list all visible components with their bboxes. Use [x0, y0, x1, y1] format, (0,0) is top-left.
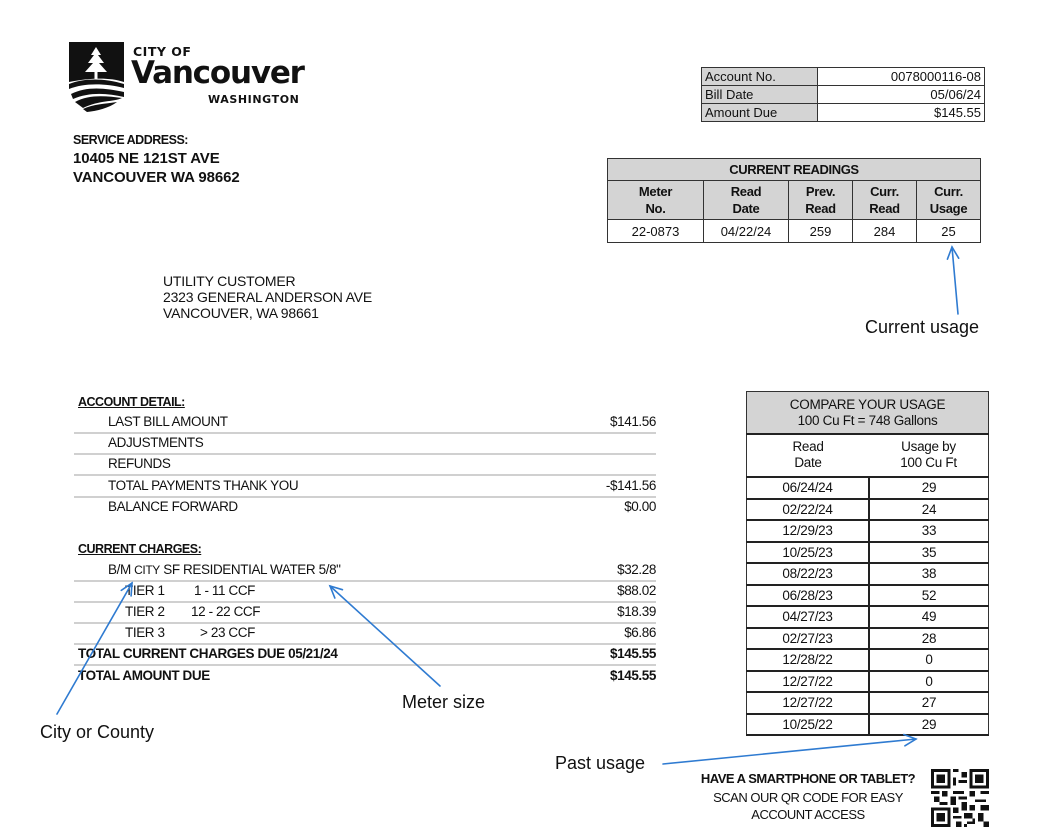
- annotation-meter-size: Meter size: [402, 692, 486, 712]
- usage-read-date: 10/25/23: [747, 542, 870, 564]
- usage-value: 35: [869, 542, 989, 564]
- usage-history-row: [747, 542, 989, 564]
- compare-usage-table: [746, 391, 989, 736]
- tier-amount: $18.39: [617, 604, 656, 619]
- bill-date-value: 05/06/24: [818, 86, 985, 104]
- row-amount: $141.56: [610, 414, 656, 429]
- tier-name: TIER 2: [125, 604, 165, 619]
- usage-history-row: [747, 477, 989, 499]
- tier-amount: $6.86: [624, 625, 656, 640]
- account-detail-row: [74, 432, 656, 455]
- row-label: LAST BILL AMOUNT: [108, 414, 228, 429]
- account-detail-row: [74, 475, 656, 498]
- usage-read-date: 12/27/22: [747, 692, 870, 714]
- annotation-city-or-county: City or County: [40, 722, 155, 742]
- header-curr-usage: Curr. Usage: [917, 181, 981, 220]
- row-amount: -$141.56: [605, 478, 656, 493]
- service-amount: $32.28: [617, 562, 656, 577]
- account-detail-row: [74, 496, 656, 517]
- arrow-current-usage: [947, 247, 958, 314]
- mailing-street: 2323 GENERAL ANDERSON AVE: [163, 289, 372, 305]
- row-label: REFUNDS: [108, 456, 171, 471]
- tier-range: 1 - 11 CCF: [194, 583, 256, 598]
- usage-value: 27: [869, 692, 989, 714]
- current-usage: 25: [917, 220, 981, 243]
- logo-washington: WASHINGTON: [208, 93, 300, 106]
- account-number-row: [702, 68, 985, 86]
- total-amount-due-label: TOTAL AMOUNT DUE: [78, 668, 210, 683]
- promo-headline: HAVE A SMARTPHONE OR TABLET?: [700, 771, 916, 786]
- row-amount: $0.00: [624, 499, 656, 514]
- annotation-current-usage: Current usage: [865, 317, 980, 337]
- mailing-city: VANCOUVER, WA 98661: [163, 305, 319, 321]
- annotation-past-usage: Past usage: [555, 753, 646, 773]
- promo-text-line1: SCAN OUR QR CODE FOR EASY: [713, 790, 903, 805]
- total-amount-due-row: [74, 665, 656, 686]
- usage-history-row: [747, 499, 989, 521]
- header-read-date: Read Date: [747, 434, 870, 477]
- bill-date-row: [702, 86, 985, 104]
- promo-text-line2: ACCOUNT ACCESS: [751, 807, 865, 822]
- arrow-past-usage: [663, 735, 916, 764]
- usage-history-row: [747, 563, 989, 585]
- usage-history-row: [747, 585, 989, 607]
- row-label: ADJUSTMENTS: [108, 435, 204, 450]
- service-address-label: SERVICE ADDRESS:: [73, 133, 188, 147]
- row-label: TOTAL PAYMENTS THANK YOU: [108, 478, 299, 493]
- usage-value: 29: [869, 477, 989, 499]
- usage-history-row: [747, 628, 989, 650]
- current-readings-table: [607, 158, 981, 243]
- usage-value: 38: [869, 563, 989, 585]
- current-readings-title: CURRENT READINGS: [608, 159, 981, 181]
- usage-history-row: [747, 671, 989, 693]
- account-detail-row: [74, 453, 656, 476]
- qr-code-icon[interactable]: [931, 768, 989, 828]
- usage-read-date: 10/25/22: [747, 714, 870, 736]
- usage-read-date: 12/27/22: [747, 671, 870, 693]
- current-charges-title: CURRENT CHARGES:: [78, 542, 202, 556]
- previous-read: 259: [789, 220, 853, 243]
- city-or-county-code: CITY: [134, 563, 160, 577]
- header-meter-no: Meter No.: [608, 181, 704, 220]
- usage-value: 0: [869, 671, 989, 693]
- tier-name: TIER 3: [125, 625, 165, 640]
- service-address-line2: VANCOUVER WA 98662: [73, 169, 240, 186]
- amount-due-row: [702, 104, 985, 122]
- current-read: 284: [853, 220, 917, 243]
- usage-history-row: [747, 520, 989, 542]
- total-amount-due-amount: $145.55: [610, 668, 656, 683]
- usage-read-date: 12/28/22: [747, 649, 870, 671]
- usage-read-date: 06/28/23: [747, 585, 870, 607]
- logo-city-of: CITY OF: [133, 44, 192, 59]
- tier-row: [74, 601, 656, 624]
- tier-range: > 23 CCF: [200, 625, 255, 640]
- readings-row: [608, 220, 981, 243]
- row-label: BALANCE FORWARD: [108, 499, 238, 514]
- account-number-label: Account No.: [702, 68, 818, 86]
- meter-number: 22-0873: [608, 220, 704, 243]
- usage-read-date: 04/27/23: [747, 606, 870, 628]
- usage-read-date: 08/22/23: [747, 563, 870, 585]
- mailing-name: UTILITY CUSTOMER: [163, 273, 296, 289]
- tree-waves-logo-icon: [69, 42, 124, 112]
- usage-read-date: 02/27/23: [747, 628, 870, 650]
- compare-usage-title: COMPARE YOUR USAGE 100 Cu Ft = 748 Gallons: [747, 392, 989, 435]
- total-current-charges-label: TOTAL CURRENT CHARGES DUE 05/21/24: [78, 646, 338, 661]
- tier-name: TIER 1: [125, 583, 165, 598]
- usage-history-row: [747, 714, 989, 736]
- usage-history-row: [747, 606, 989, 628]
- read-date: 04/22/24: [704, 220, 789, 243]
- logo-vancouver: Vancouver: [131, 55, 304, 91]
- total-current-charges-amount: $145.55: [610, 646, 656, 661]
- usage-history-row: [747, 649, 989, 671]
- account-detail-row: [74, 411, 656, 434]
- service-address-line1: 10405 NE 121ST AVE: [73, 150, 220, 167]
- account-number-value: 0078000116-08: [818, 68, 985, 86]
- account-summary-table: [701, 67, 985, 122]
- tier-row: [74, 622, 656, 645]
- usage-value: 28: [869, 628, 989, 650]
- total-current-charges-row: [74, 643, 656, 666]
- header-usage: Usage by 100 Cu Ft: [869, 434, 989, 477]
- service-charge-row: [74, 559, 656, 582]
- usage-value: 49: [869, 606, 989, 628]
- amount-due-label: Amount Due: [702, 104, 818, 122]
- usage-value: 52: [869, 585, 989, 607]
- usage-read-date: 06/24/24: [747, 477, 870, 499]
- account-detail-title: ACCOUNT DETAIL:: [78, 395, 185, 409]
- tier-range: 12 - 22 CCF: [191, 604, 261, 619]
- service-description: B/M CITY SF RESIDENTIAL WATER 5/8": [108, 562, 341, 577]
- header-prev-read: Prev. Read: [789, 181, 853, 220]
- header-read-date: Read Date: [704, 181, 789, 220]
- usage-value: 0: [869, 649, 989, 671]
- usage-history-row: [747, 692, 989, 714]
- bill-date-label: Bill Date: [702, 86, 818, 104]
- usage-value: 29: [869, 714, 989, 736]
- usage-value: 24: [869, 499, 989, 521]
- tier-row: [74, 580, 656, 603]
- usage-read-date: 12/29/23: [747, 520, 870, 542]
- tier-amount: $88.02: [617, 583, 656, 598]
- header-curr-read: Curr. Read: [853, 181, 917, 220]
- usage-read-date: 02/22/24: [747, 499, 870, 521]
- usage-value: 33: [869, 520, 989, 542]
- amount-due-value: $145.55: [818, 104, 985, 122]
